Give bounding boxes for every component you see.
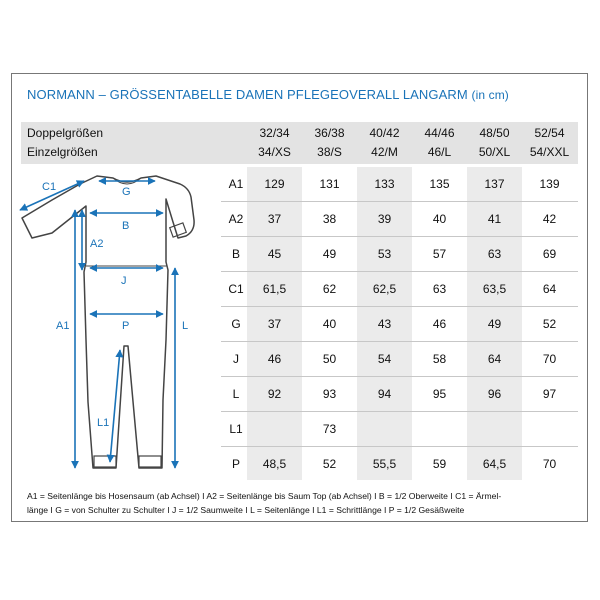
table-cell: 61,5 <box>262 282 287 296</box>
table-cell: 55,5 <box>372 457 397 471</box>
figure-label-c1: C1 <box>42 181 57 193</box>
table-cell: 50 <box>322 352 337 366</box>
table-cell: 62,5 <box>372 282 397 296</box>
table-cell: 64 <box>487 352 502 366</box>
row-label-a2: A2 <box>228 212 244 226</box>
column-header-double: 32/34 <box>259 126 290 140</box>
table-cell: 93 <box>322 387 337 401</box>
table-cell: 63,5 <box>482 282 507 296</box>
table-cell: 129 <box>264 177 285 191</box>
table-cell: 64 <box>542 282 557 296</box>
column-header-single: 54/XXL <box>529 145 570 159</box>
table-cell: 42 <box>542 212 557 226</box>
table-cell: 58 <box>432 352 447 366</box>
table-cell: 70 <box>542 352 557 366</box>
table-cell: 52 <box>542 317 557 331</box>
measurement-legend <box>27 489 582 517</box>
column-header-double: 48/50 <box>479 126 510 140</box>
column-header-single: 38/S <box>317 145 342 159</box>
table-cell: 54 <box>377 352 392 366</box>
table-cell: 48,5 <box>262 457 287 471</box>
table-cell: 53 <box>377 247 392 261</box>
table-cell: 40 <box>432 212 447 226</box>
header-label-single-sizes: Einzelgrößen <box>27 145 98 159</box>
table-cell: 63 <box>432 282 447 296</box>
column-header-single: 42/M <box>371 145 398 159</box>
figure-label-g: G <box>122 186 131 198</box>
column-header-single: 34/XS <box>258 145 291 159</box>
row-label-g: G <box>231 317 241 331</box>
row-label-a1: A1 <box>228 177 244 191</box>
sleeve-cuff <box>170 223 187 237</box>
table-cell: 97 <box>542 387 557 401</box>
leg-cuff-right <box>139 456 161 467</box>
table-cell: 64,5 <box>482 457 507 471</box>
table-cell: 133 <box>374 177 395 191</box>
table-cell: 73 <box>322 422 337 436</box>
row-label-c1: C1 <box>228 282 244 296</box>
column-header-double: 36/38 <box>314 126 345 140</box>
row-label-j: J <box>233 352 239 366</box>
column-header-single: 50/XL <box>478 145 511 159</box>
table-cell: 96 <box>487 387 502 401</box>
table-cell: 45 <box>267 247 282 261</box>
table-cell: 94 <box>377 387 392 401</box>
table-cell: 63 <box>487 247 502 261</box>
table-cell: 139 <box>539 177 560 191</box>
legend-line-1: A1 = Seitenlänge bis Hosensaum (ab Achsel) I A2 = Seitenlänge bis Saum Top (ab Achsel) I B = 1/2 Oberweite I C1 = Ärmel- <box>27 491 502 501</box>
table-cell: 46 <box>432 317 447 331</box>
figure-label-p: P <box>122 320 130 332</box>
table-cell: 70 <box>542 457 557 471</box>
header-label-double-sizes: Doppelgrößen <box>27 126 104 140</box>
table-cell: 37 <box>267 212 282 226</box>
row-label-p: P <box>231 457 240 471</box>
measure-line-l1 <box>110 350 120 462</box>
table-cell: 62 <box>322 282 337 296</box>
leg-cuff-left <box>94 456 116 467</box>
row-label-l: L <box>232 387 240 401</box>
row-label-l1: L1 <box>229 422 243 436</box>
table-cell: 43 <box>377 317 392 331</box>
column-header-double: 44/46 <box>424 126 455 140</box>
table-cell: 39 <box>377 212 392 226</box>
table-cell: 92 <box>267 387 282 401</box>
table-cell: 38 <box>322 212 337 226</box>
table-cell: 40 <box>322 317 337 331</box>
chart-title-unit: (in cm) <box>471 88 509 102</box>
column-header-double: 40/42 <box>369 126 400 140</box>
table-cell: 37 <box>267 317 282 331</box>
table-cell: 137 <box>484 177 505 191</box>
table-cell: 52 <box>322 457 337 471</box>
figure-label-a1: A1 <box>56 320 70 332</box>
column-header-double: 52/54 <box>534 126 565 140</box>
table-cell: 57 <box>432 247 447 261</box>
table-cell: 49 <box>487 317 502 331</box>
chart-title-main: NORMANN – GRÖSSENTABELLE DAMEN PFLEGEOVERALL LANGARM <box>27 87 468 102</box>
row-label-b: B <box>231 247 240 261</box>
figure-label-l1: L1 <box>97 417 110 429</box>
table-cell: 41 <box>487 212 502 226</box>
table-cell: 135 <box>429 177 450 191</box>
figure-label-b: B <box>122 220 130 232</box>
figure-label-l: L <box>182 320 189 332</box>
legend-line-2: länge I G = von Schulter zu Schulter I J = 1/2 Saumweite I L = Seitenlänge I L1 = Schrittlänge I P = 1/2 Gesäßweite <box>27 505 465 515</box>
figure-label-j: J <box>121 275 127 287</box>
table-cell: 46 <box>267 352 282 366</box>
table-cell: 49 <box>322 247 337 261</box>
table-cell: 95 <box>432 387 447 401</box>
table-cell: 69 <box>542 247 557 261</box>
table-cell: 59 <box>432 457 447 471</box>
table-cell: 131 <box>319 177 340 191</box>
column-header-single: 46/L <box>427 145 452 159</box>
figure-label-a2: A2 <box>90 238 104 250</box>
